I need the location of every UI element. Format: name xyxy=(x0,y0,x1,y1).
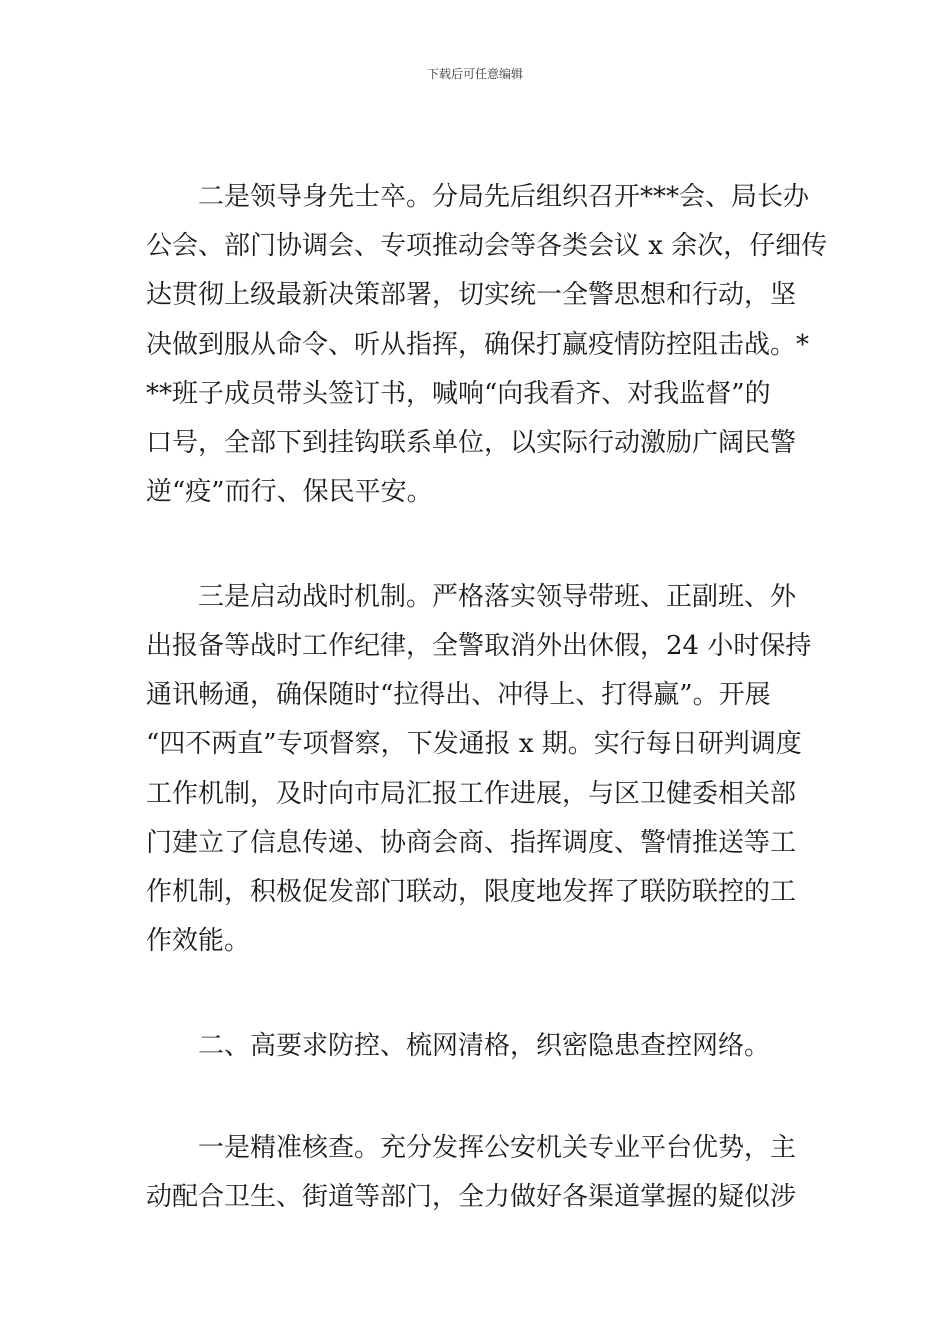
text-line: **班子成员带头签订书，喊响“向我看齐、对我监督”的 xyxy=(146,379,771,409)
text-line: “四不两直”专项督察，下发通报 x 期。实行每日研判调度 xyxy=(146,729,802,759)
text-line: 作效能。 xyxy=(146,926,251,956)
text-line: 三是启动战时机制。严格落实领导带班、正副班、外 xyxy=(146,582,797,612)
text-line: 作机制，积极促发部门联动，限度地发挥了联防联控的工 xyxy=(146,877,797,907)
text-line: 工作机制，及时向市局汇报工作进展，与区卫健委相关部 xyxy=(146,779,797,809)
text-line: 门建立了信息传递、协商会商、指挥调度、警情推送等工 xyxy=(146,828,797,858)
page-header: 下载后可任意编辑 xyxy=(426,67,523,81)
text-line: 达贯彻上级最新决策部署，切实统一全警思想和行动，坚 xyxy=(146,280,797,310)
text-line: 公会、部门协调会、专项推动会等各类会议 x 余次，仔细传 xyxy=(146,231,828,261)
text-line: 通讯畅通，确保随时“拉得出、冲得上、打得赢”。开展 xyxy=(146,680,771,710)
text-line: 口号，全部下到挂钩联系单位，以实际行动激励广阔民警 xyxy=(146,428,797,458)
text-line: 决做到服从命令、听从指挥，确保打赢疫情防控阻击战。* xyxy=(146,330,810,360)
text-line: 逆“疫”而行、保民平安。 xyxy=(146,477,433,507)
text-line: 出报备等战时工作纪律，全警取消外出休假，24 小时保持 xyxy=(146,631,812,661)
text-line: 二是领导身先士卒。分局先后组织召开***会、局长办 xyxy=(146,182,810,212)
text-line: 动配合卫生、街道等部门，全力做好各渠道掌握的疑似涉 xyxy=(146,1182,797,1212)
text-line: 一是精准核查。充分发挥公安机关专业平台优势，主 xyxy=(146,1133,797,1163)
text-line: 二、高要求防控、梳网清格，织密隐患查控网络。 xyxy=(146,1031,771,1061)
